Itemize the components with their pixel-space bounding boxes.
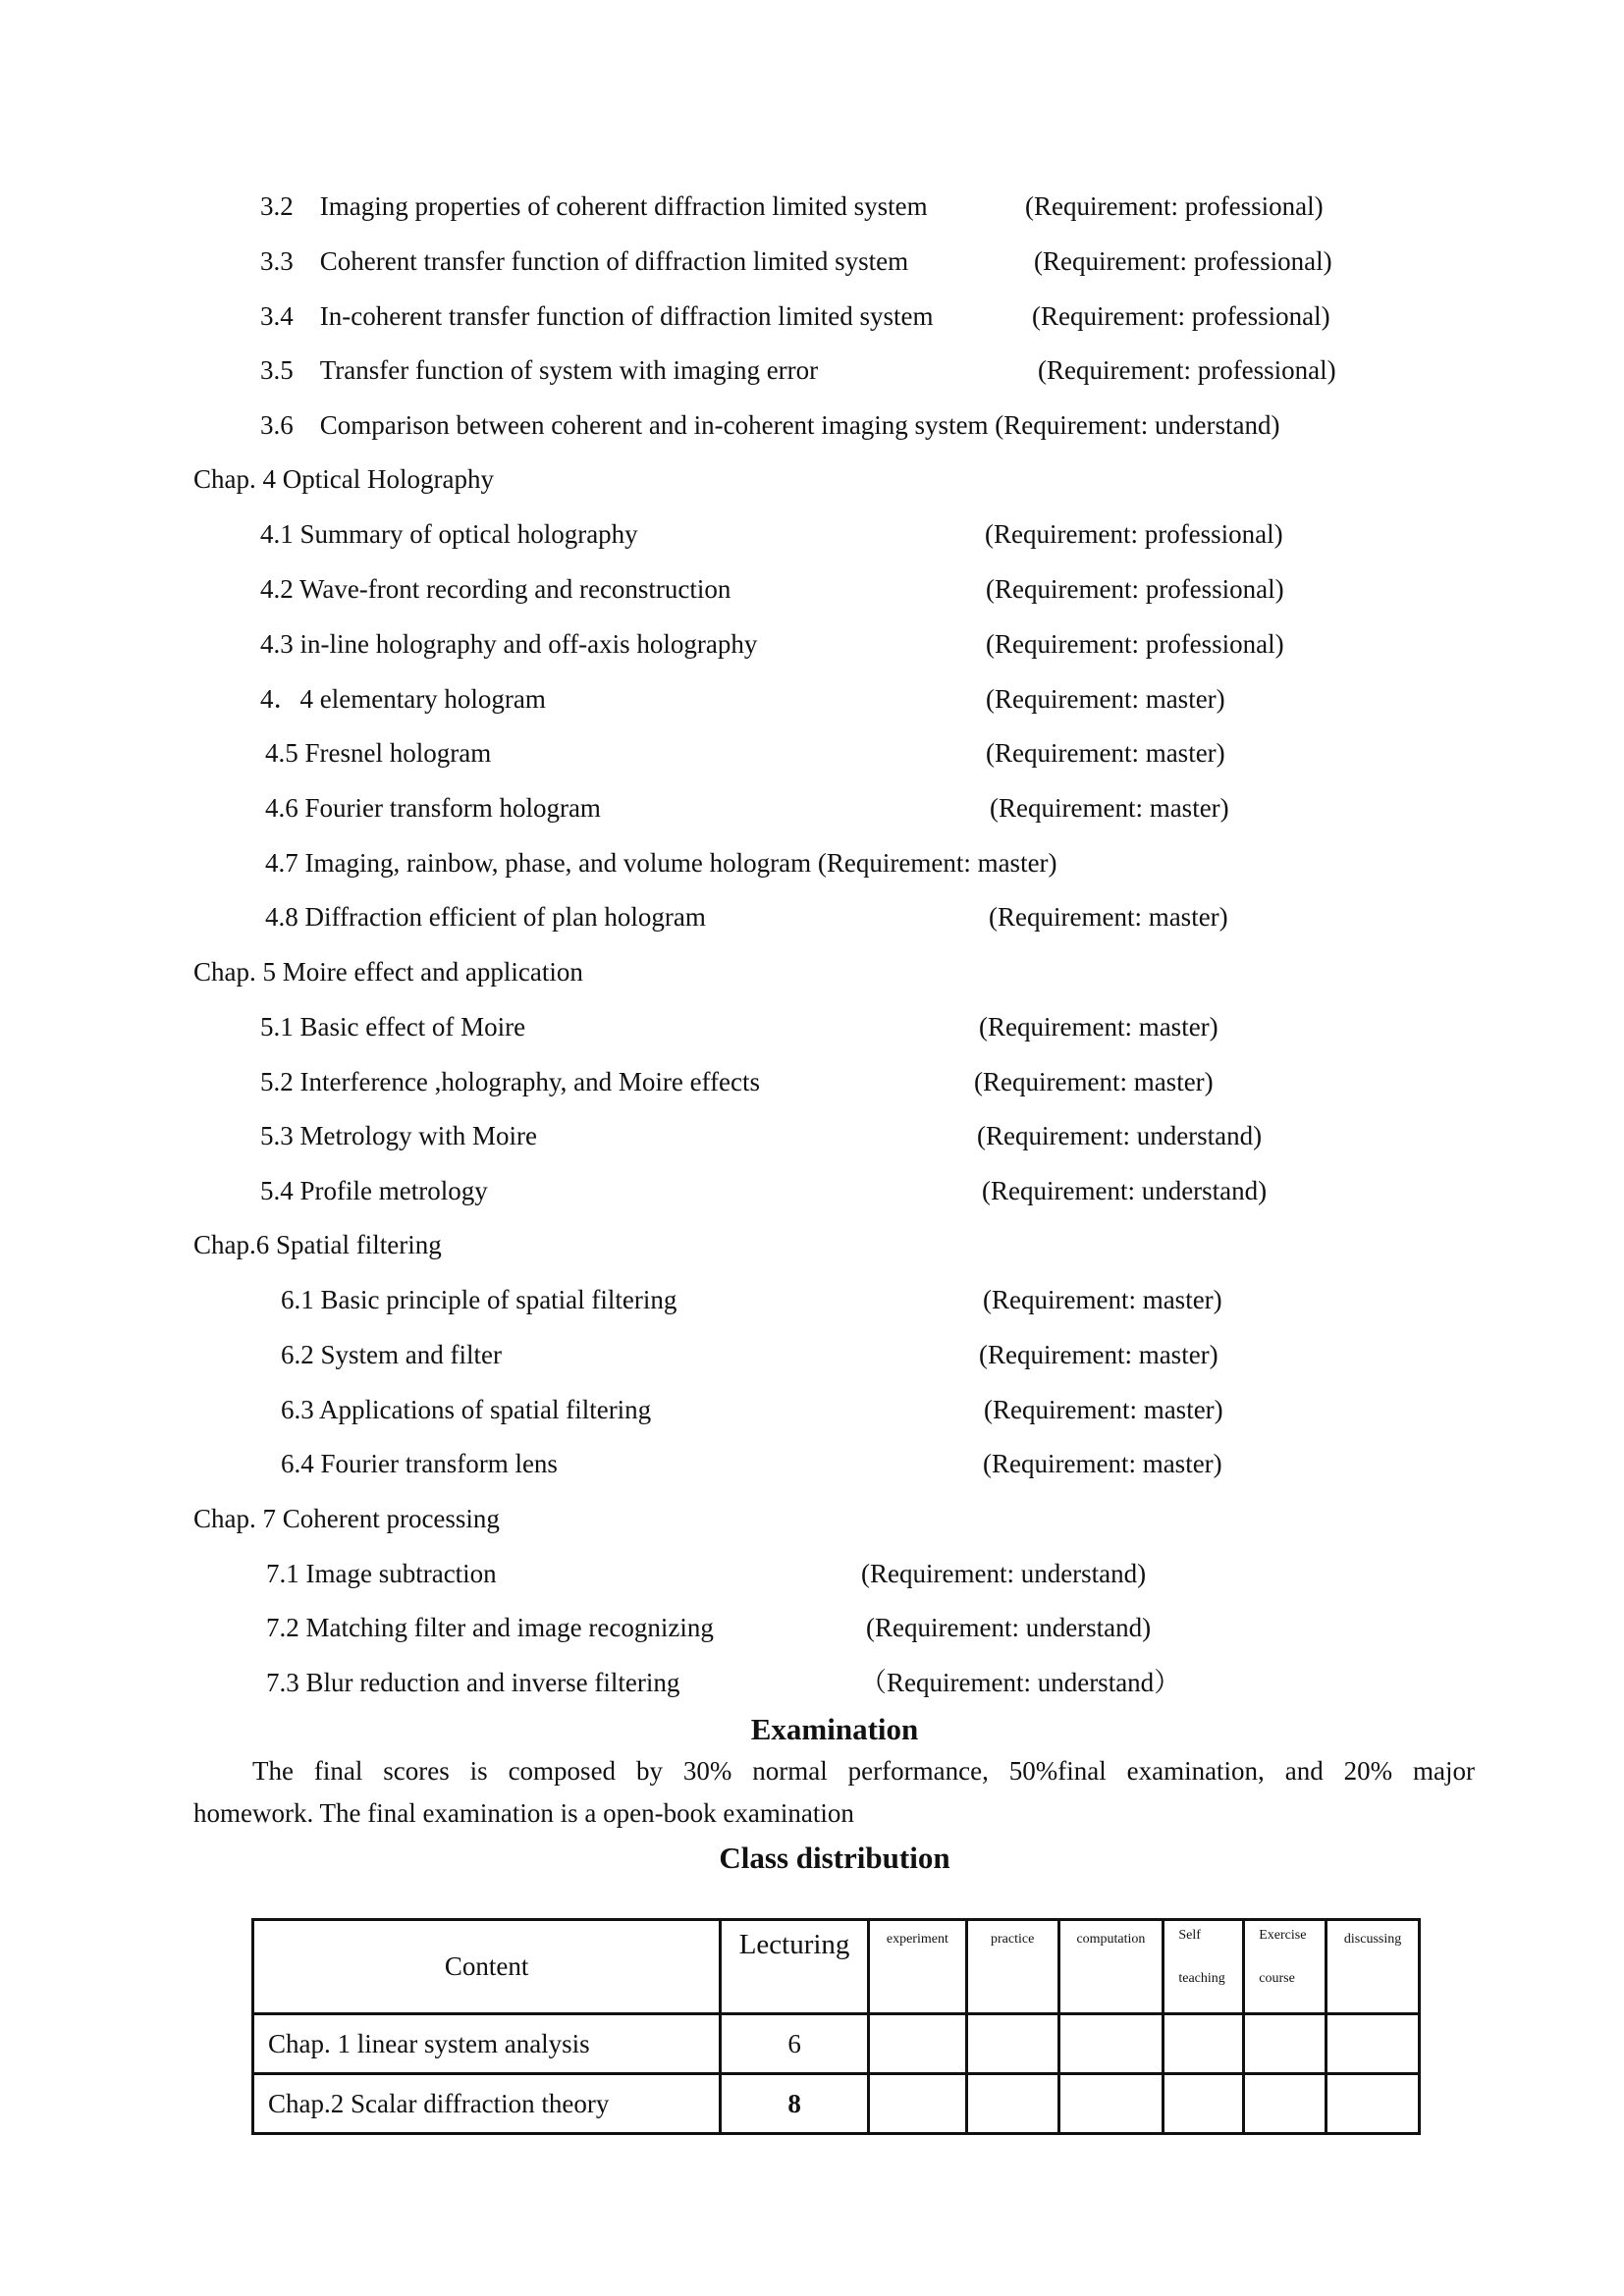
outline-item: 6.3 Applications of spatial filtering bbox=[281, 1395, 652, 1424]
row-cell bbox=[1058, 2074, 1164, 2134]
outline-item: 6.1 Basic principle of spatial filtering bbox=[281, 1285, 677, 1314]
outline-item: 4.3 in-line holography and off-axis holography bbox=[260, 629, 758, 659]
row-lecturing: 8 bbox=[721, 2074, 869, 2134]
outline-item: 4.7 Imaging, rainbow, phase, and volume hologram (Requirement: master) bbox=[265, 848, 1057, 878]
row-cell bbox=[1244, 2074, 1326, 2134]
requirement-label: (Requirement: professional) bbox=[1034, 246, 1332, 276]
requirement-label: (Requirement: professional) bbox=[1025, 191, 1324, 221]
requirement-label: (Requirement: master) bbox=[986, 738, 1225, 768]
outline-item: 5.1 Basic effect of Moire bbox=[260, 1012, 526, 1041]
header-exercise-line2: course bbox=[1259, 1971, 1295, 1986]
requirement-label: (Requirement: master) bbox=[984, 1395, 1223, 1424]
requirement-label: (Requirement: understand) bbox=[866, 1613, 1152, 1642]
header-content: Content bbox=[253, 1920, 721, 2014]
outline-item: 6.4 Fourier transform lens bbox=[281, 1449, 558, 1478]
outline-item: 6.2 System and filter bbox=[281, 1340, 502, 1369]
header-self-line2: teaching bbox=[1178, 1971, 1225, 1986]
outline-item: 7.3 Blur reduction and inverse filtering bbox=[266, 1668, 680, 1697]
outline-item: 7.1 Image subtraction bbox=[266, 1559, 497, 1588]
chapter-heading: Chap. 5 Moire effect and application bbox=[193, 957, 583, 987]
outline-item: 4.8 Diffraction efficient of plan hologram bbox=[265, 902, 706, 932]
header-computation: computation bbox=[1058, 1920, 1164, 2014]
header-practice: practice bbox=[966, 1920, 1058, 2014]
row-lecturing: 6 bbox=[721, 2014, 869, 2074]
requirement-label: (Requirement: professional) bbox=[985, 519, 1283, 549]
row-content: Chap. 1 linear system analysis bbox=[253, 2014, 721, 2074]
requirement-label: (Requirement: professional) bbox=[986, 629, 1284, 659]
chapter-heading: Chap. 7 Coherent processing bbox=[193, 1504, 500, 1533]
requirement-label: (Requirement: master) bbox=[990, 793, 1229, 823]
row-cell bbox=[1326, 2074, 1420, 2134]
outline-item: 4.1 Summary of optical holography bbox=[260, 519, 638, 549]
requirement-label: (Requirement: understand) bbox=[977, 1121, 1263, 1150]
requirement-label: (Requirement: master) bbox=[983, 1449, 1222, 1478]
outline-item: 3.4 In-coherent transfer function of diffraction limited system bbox=[260, 301, 934, 331]
outline-item: 5.4 Profile metrology bbox=[260, 1176, 488, 1205]
header-exercise-course bbox=[1244, 1920, 1326, 2014]
row-cell bbox=[1164, 2014, 1244, 2074]
requirement-label: (Requirement: master) bbox=[983, 1285, 1222, 1314]
row-cell bbox=[1326, 2014, 1420, 2074]
requirement-label: (Requirement: professional) bbox=[1038, 355, 1336, 385]
outline-item: 5.2 Interference ,holography, and Moire effects bbox=[260, 1067, 761, 1096]
header-self-teaching bbox=[1164, 1920, 1244, 2014]
examination-text-line-2: homework. The final examination is a open-book examination bbox=[193, 1798, 854, 1828]
outline-item: 5.3 Metrology with Moire bbox=[260, 1121, 537, 1150]
row-cell bbox=[868, 2014, 966, 2074]
outline-item: 4．4 elementary hologram bbox=[260, 684, 546, 714]
table-row bbox=[253, 2074, 1420, 2134]
class-distribution-heading: Class distribution bbox=[719, 1841, 950, 1875]
outline-item: 3.3 Coherent transfer function of diffraction limited system bbox=[260, 246, 909, 276]
outline-item: 4.5 Fresnel hologram bbox=[265, 738, 492, 768]
header-lecturing: Lecturing bbox=[721, 1920, 869, 2014]
requirement-label: （Requirement: understand） bbox=[860, 1668, 1181, 1697]
header-exercise-line1: Exercise bbox=[1259, 1928, 1307, 1943]
examination-heading: Examination bbox=[750, 1712, 919, 1746]
row-cell bbox=[1058, 2014, 1164, 2074]
row-cell bbox=[966, 2014, 1058, 2074]
requirement-label: (Requirement: understand) bbox=[982, 1176, 1268, 1205]
requirement-label: (Requirement: master) bbox=[974, 1067, 1214, 1096]
header-self-line1: Self bbox=[1178, 1928, 1201, 1943]
outline-item: 3.2 Imaging properties of coherent diffraction limited system bbox=[260, 191, 928, 221]
table-header-row bbox=[253, 1920, 1420, 2014]
outline-item: 4.2 Wave-front recording and reconstruction bbox=[260, 574, 731, 604]
outline-item: 3.6 Comparison between coherent and in-coherent imaging system (Requirement: understand) bbox=[260, 410, 1280, 440]
class-distribution-table bbox=[251, 1918, 1421, 2135]
row-cell bbox=[868, 2074, 966, 2134]
row-content: Chap.2 Scalar diffraction theory bbox=[253, 2074, 721, 2134]
table-row bbox=[253, 2014, 1420, 2074]
row-cell bbox=[1164, 2074, 1244, 2134]
requirement-label: (Requirement: master) bbox=[989, 902, 1228, 932]
examination-paragraph bbox=[193, 1750, 1475, 1835]
requirement-label: (Requirement: master) bbox=[979, 1340, 1218, 1369]
requirement-label: (Requirement: master) bbox=[986, 684, 1225, 714]
outline-item: 3.5 Transfer function of system with imaging error bbox=[260, 355, 819, 385]
chapter-heading: Chap.6 Spatial filtering bbox=[193, 1230, 442, 1259]
outline-item: 7.2 Matching filter and image recognizing bbox=[266, 1613, 714, 1642]
chapter-heading: Chap. 4 Optical Holography bbox=[193, 464, 494, 494]
header-experiment: experiment bbox=[868, 1920, 966, 2014]
header-discussing: discussing bbox=[1326, 1920, 1420, 2014]
requirement-label: (Requirement: understand) bbox=[861, 1559, 1147, 1588]
requirement-label: (Requirement: master) bbox=[979, 1012, 1218, 1041]
row-cell bbox=[966, 2074, 1058, 2134]
requirement-label: (Requirement: professional) bbox=[1032, 301, 1330, 331]
outline-item: 4.6 Fourier transform hologram bbox=[265, 793, 601, 823]
row-cell bbox=[1244, 2014, 1326, 2074]
requirement-label: (Requirement: professional) bbox=[986, 574, 1284, 604]
examination-text-line-1: The final scores is composed by 30% normal performance, 50%final examination, and 20% major bbox=[252, 1756, 1475, 1786]
